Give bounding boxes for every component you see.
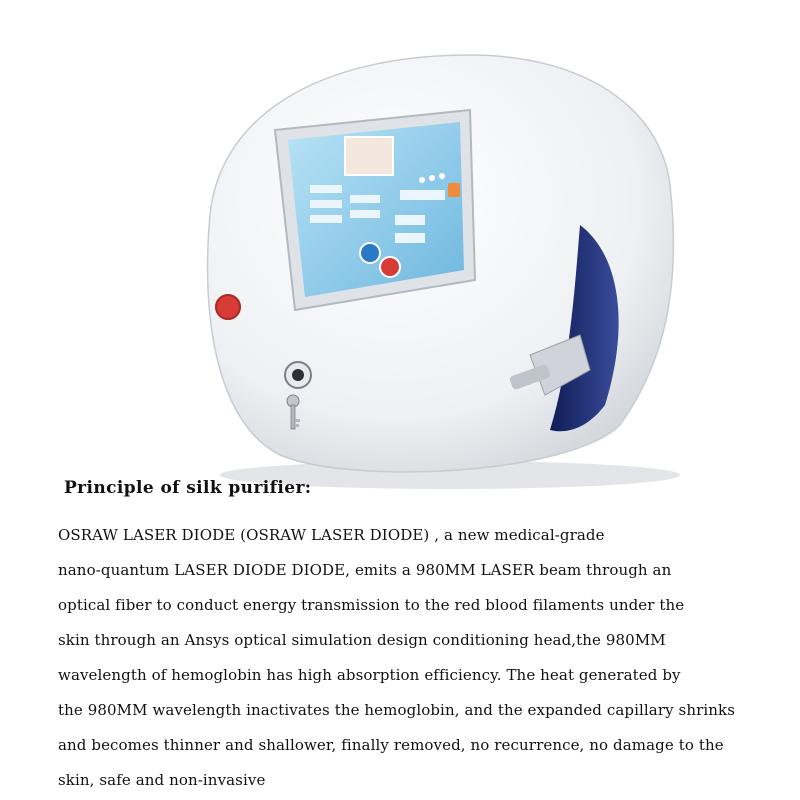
paragraph-line: and becomes thinner and shallower, finally removed, no recurrence, no damage to the: [58, 736, 724, 754]
screen-dot-3: [439, 173, 445, 179]
paragraph-line: wavelength of hemoglobin has high absorption efficiency. The heat generated by: [58, 666, 681, 684]
power-button: [216, 295, 240, 319]
paragraph-line: skin through an Ansys optical simulation design conditioning head,the 980MM: [58, 631, 666, 649]
section-heading: Principle of silk purifier:: [64, 478, 312, 498]
paragraph-line: nano-quantum LASER DIODE DIODE, emits a 980MM LASER beam through an: [58, 561, 672, 579]
screen-blue-button: [360, 243, 380, 263]
screen-dot-2: [429, 175, 435, 181]
paragraph-line: the 980MM wavelength inactivates the hemoglobin, and the expanded capillary shrinks: [58, 701, 736, 719]
paragraph-line: optical fiber to conduct energy transmission to the red blood filaments under the: [58, 596, 685, 614]
screen-orange-button: [448, 183, 460, 197]
screen-field-1: [310, 185, 342, 193]
screen-field-2: [310, 200, 342, 208]
screen-field-8: [395, 233, 425, 243]
fiber-port-hole: [292, 369, 304, 381]
screen-field-4: [350, 195, 380, 203]
screen-face-image: [345, 137, 393, 175]
paragraph-line: OSRAW LASER DIODE (OSRAW LASER DIODE) , a new medical-grade: [58, 526, 605, 544]
screen-field-7: [395, 215, 425, 225]
screen-red-button: [380, 257, 400, 277]
paragraph-line: skin, safe and non-invasive: [58, 771, 266, 789]
screen-field-6: [400, 190, 445, 200]
laser-device-image: [150, 25, 710, 495]
screen-field-5: [350, 210, 380, 218]
screen-field-3: [310, 215, 342, 223]
screen-dot-1: [419, 177, 425, 183]
